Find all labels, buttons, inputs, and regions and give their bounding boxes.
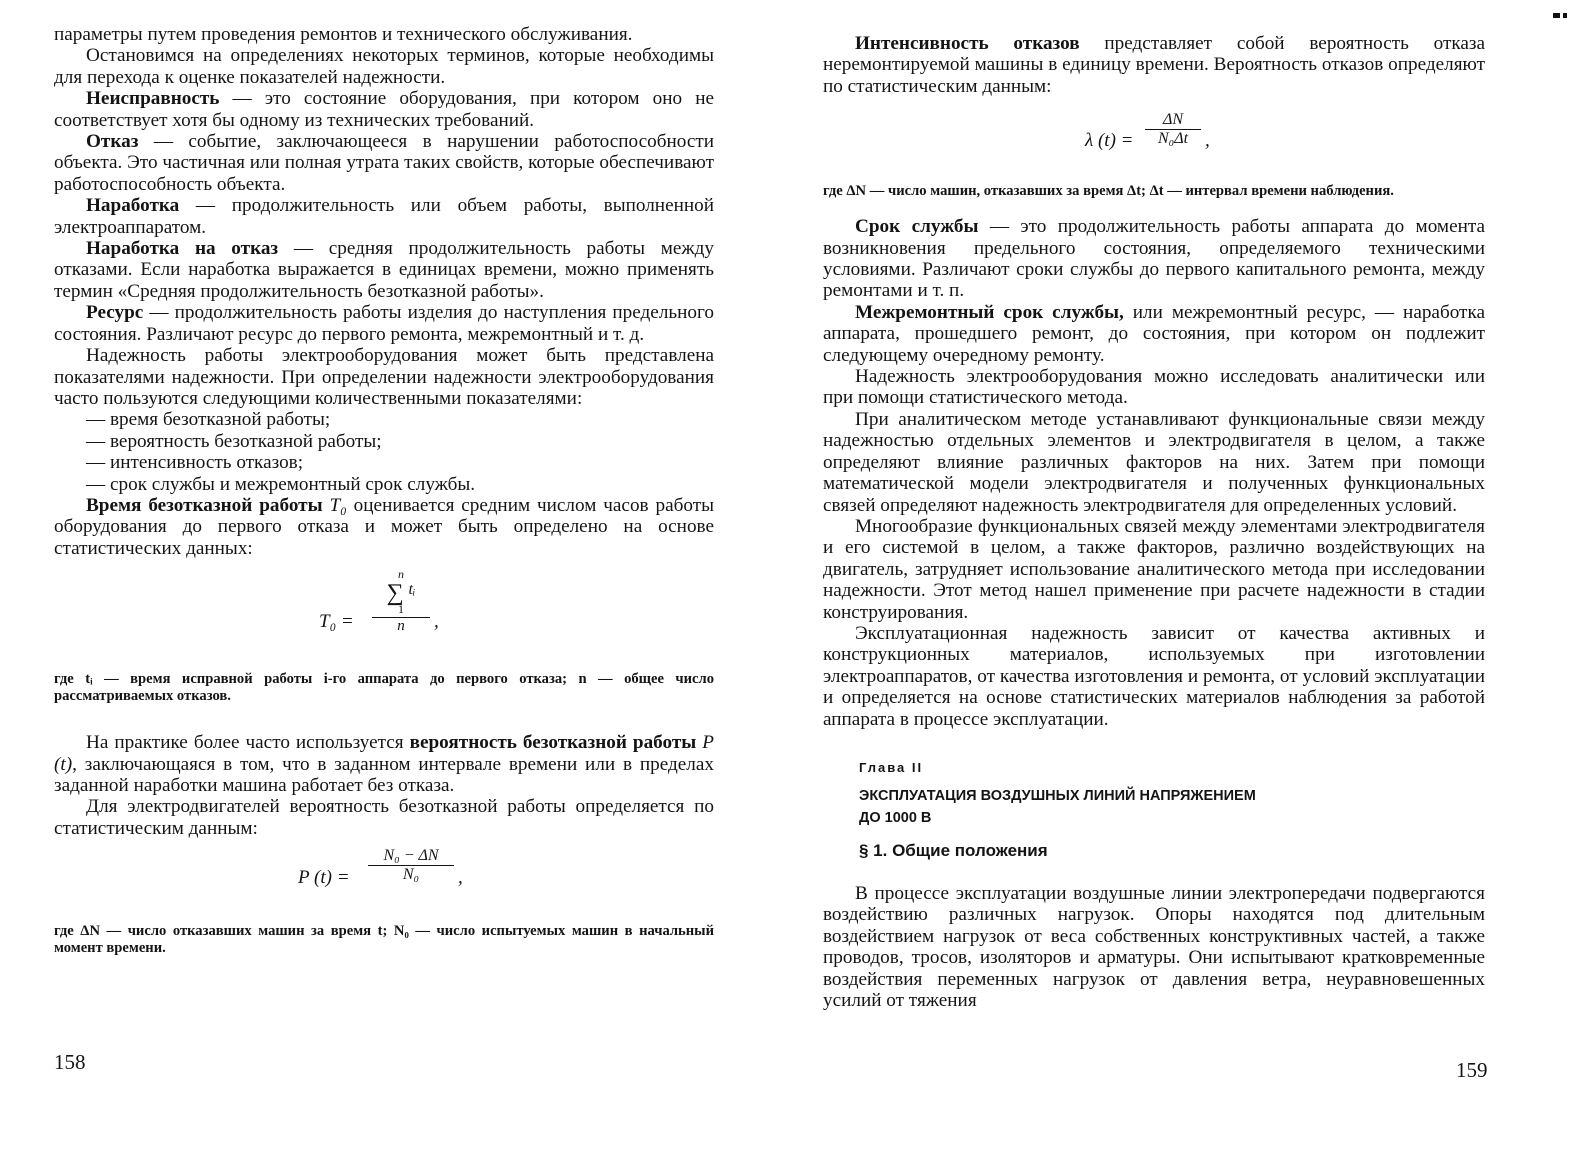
- sum-upper-limit: n: [398, 567, 404, 582]
- definition-text: — продолжительность работы изделия до наступления предельного состояния. Различают ресурс до первого ремонта, межремонтный и т. д.: [54, 302, 714, 345]
- paragraph: Многообразие функциональных связей между элементами электродвигателя и его системой в целом, а также факторов, различно воздействующих на двигатель, затрудняет использование аналитического метода при исследовании надежности. Этот метод нашел применение при расчете надежности в стадии конструирования.: [823, 515, 1485, 623]
- paragraph: При аналитическом методе устанавливают функциональные связи между надежностью отдельных элементов и электродвигателя в целом, а также определяют влияние различных факторов на них. Затем при помощи математической модели электродвигателя и полученных функциональных связей определяют надежность электродвигателя для определенных условий.: [823, 408, 1485, 516]
- definition-paragraph: [54, 238, 714, 302]
- paragraph-text: На практике более часто используется: [86, 732, 410, 754]
- definition-text: оценивается средним числом часов работы оборудования до первого отказа и может быть определено на основе статистических данных:: [54, 494, 714, 559]
- paragraph: Эксплуатационная надежность зависит от качества активных и конструкционных материалов, используемых при изготовлении электроаппаратов, от качества изготовления и ремонта, от условий эксплуатации и определяется на основе статистических материалов наблюдения за работой аппарата в процессе эксплуатации.: [823, 622, 1485, 730]
- definition-paragraph: [54, 195, 714, 238]
- formula-comma: ,: [434, 611, 439, 633]
- definition-text: — событие, заключающееся в нарушении работоспособности объекта. Это частичная или полная утрата таких свойств, которые обеспечивают работоспособность объекта.: [54, 131, 714, 195]
- formula-probability: [54, 839, 714, 923]
- term: Наработка: [86, 195, 180, 217]
- formula-note: где ΔN — число отказавших машин за время t; N₀ — число испытуемых машин в начальный момент времени.: [54, 923, 714, 957]
- page-number-left: 158: [54, 1050, 86, 1074]
- term: Межремонтный срок службы,: [855, 301, 1124, 323]
- paragraph: Надежность работы электрооборудования может быть представлена показателями надежности. При определении надежности электрооборудования часто пользуются следующими количественными показателями:: [54, 345, 714, 409]
- definition-paragraph: [54, 495, 714, 559]
- term: Наработка на отказ: [86, 238, 279, 260]
- definition-paragraph: [54, 302, 714, 345]
- definition-paragraph: [54, 131, 714, 195]
- definition-text: — это продолжительность работы аппарата до момента возникновения предельного состояния, определяемого техническими условиями. Различают сроки службы до первого капитального ремонта, между ремонтами и т. п.: [823, 216, 1485, 302]
- formula-note: где tᵢ — время исправной работы i-го аппарата до первого отказа; n — общее число рассматриваемых отказов.: [54, 671, 714, 705]
- definition-text: представляет собой вероятность отказа неремонтируемой машины в единицу времени. Вероятность отказов определяют по статистическим данным:: [823, 33, 1485, 97]
- left-page: [54, 24, 714, 957]
- list-item: — время безотказной работы;: [86, 409, 331, 431]
- term: Интенсивность отказов: [855, 33, 1080, 54]
- sum-lower-limit: 1: [398, 602, 404, 617]
- formula-numerator: ΔN: [1145, 111, 1201, 130]
- paragraph: Для электродвигателей вероятность безотказной работы определяется по статистическим данным:: [54, 796, 714, 839]
- sum-variable: tᵢ: [408, 581, 416, 599]
- term: Ресурс: [86, 302, 144, 324]
- formula-denominator: N₀Δt: [1157, 130, 1189, 148]
- chapter-title: [823, 785, 1485, 829]
- formula-note: где ΔN — число машин, отказавших за время Δt; Δt — интервал времени наблюдения.: [823, 183, 1394, 200]
- right-page: [823, 33, 1485, 1011]
- formula-numerator: [372, 567, 430, 618]
- page-number-right: 159: [1456, 1058, 1488, 1082]
- term: вероятность безотказной работы: [409, 732, 697, 754]
- formula-fraction: [1145, 111, 1201, 148]
- definition-paragraph: [823, 216, 1485, 302]
- chapter-title-line: ДО 1000 В: [859, 809, 932, 826]
- chapter-title-line: ЭКСПЛУАТАЦИЯ ВОЗДУШНЫХ ЛИНИЙ НАПРЯЖЕНИЕМ: [859, 787, 1256, 804]
- formula-failure-rate: [823, 97, 1485, 183]
- formula-fraction: [372, 567, 430, 635]
- term: Неисправность: [86, 88, 220, 110]
- definition-text: — это состояние оборудования, при котором оно не соответствует хотя бы одному из технических требований.: [54, 88, 714, 131]
- definition-paragraph: [823, 33, 1485, 97]
- definition-text: — средняя продолжительность работы между отказами. Если наработка выражается в единицах времени, можно применять термин «Средняя продолжительность безотказной работы».: [54, 238, 714, 302]
- formula-lhs: λ (t) =: [1085, 130, 1134, 152]
- formula-denominator: N₀: [402, 866, 420, 884]
- scan-corner-mark: [1550, 5, 1570, 11]
- paragraph: параметры путем проведения ремонтов и технического обслуживания.: [54, 24, 633, 45]
- term: Время безотказной работы: [86, 494, 323, 516]
- chapter-label: Глава II: [859, 759, 924, 775]
- definition-text: или межремонтный ресурс, — наработка аппарата, прошедшего ремонт, до состояния, при котором он подлежит следующему очередному ремонту.: [823, 301, 1485, 366]
- formula-mean-time: [54, 559, 714, 669]
- formula-lhs: P (t) =: [298, 867, 350, 889]
- paragraph: В процессе эксплуатации воздушные линии электропередачи подвергаются воздействию различных нагрузок. Опоры находятся под длительным воздействием нагрузок от веса собственных конструктивных частей, а также проводов, тросов, изоляторов и арматуры. Они испытывают кратковременные воздействия переменных нагрузок от давления ветра, неуравновешенных усилий от тяжения: [823, 882, 1485, 1011]
- formula-numerator: N₀ − ΔN: [368, 847, 454, 866]
- definition-text: — продолжительность или объем работы, выполненной электроаппаратом.: [54, 195, 714, 238]
- section-title: § 1. Общие положения: [859, 840, 1048, 860]
- symbol: P (t): [54, 732, 714, 775]
- formula-comma: ,: [458, 867, 463, 889]
- formula-comma: ,: [1205, 130, 1210, 152]
- list-item: — срок службы и межремонтный срок службы.: [86, 473, 476, 495]
- paragraph: Остановимся на определениях некоторых терминов, которые необходимы для перехода к оценке показателей надежности.: [54, 45, 714, 88]
- paragraph-text: , заключающаяся в том, что в заданном интервале времени или в пределах заданной наработки машина работает без отказа.: [54, 753, 714, 796]
- symbol: T₀: [329, 494, 347, 516]
- definition-paragraph: [54, 732, 714, 796]
- sum-sign: ∑: [386, 580, 404, 607]
- formula-fraction: [368, 847, 454, 884]
- term: Срок службы: [855, 216, 979, 238]
- list-item: — вероятность безотказной работы;: [86, 430, 382, 452]
- definition-paragraph: [823, 302, 1485, 366]
- definition-paragraph: [54, 88, 714, 131]
- formula-lhs: T₀ =: [319, 611, 354, 633]
- formula-denominator: n: [397, 618, 405, 635]
- list-item: — интенсивность отказов;: [86, 452, 304, 474]
- paragraph: Надежность электрооборудования можно исследовать аналитически или при помощи статистического метода.: [823, 366, 1485, 409]
- term: Отказ: [86, 131, 139, 153]
